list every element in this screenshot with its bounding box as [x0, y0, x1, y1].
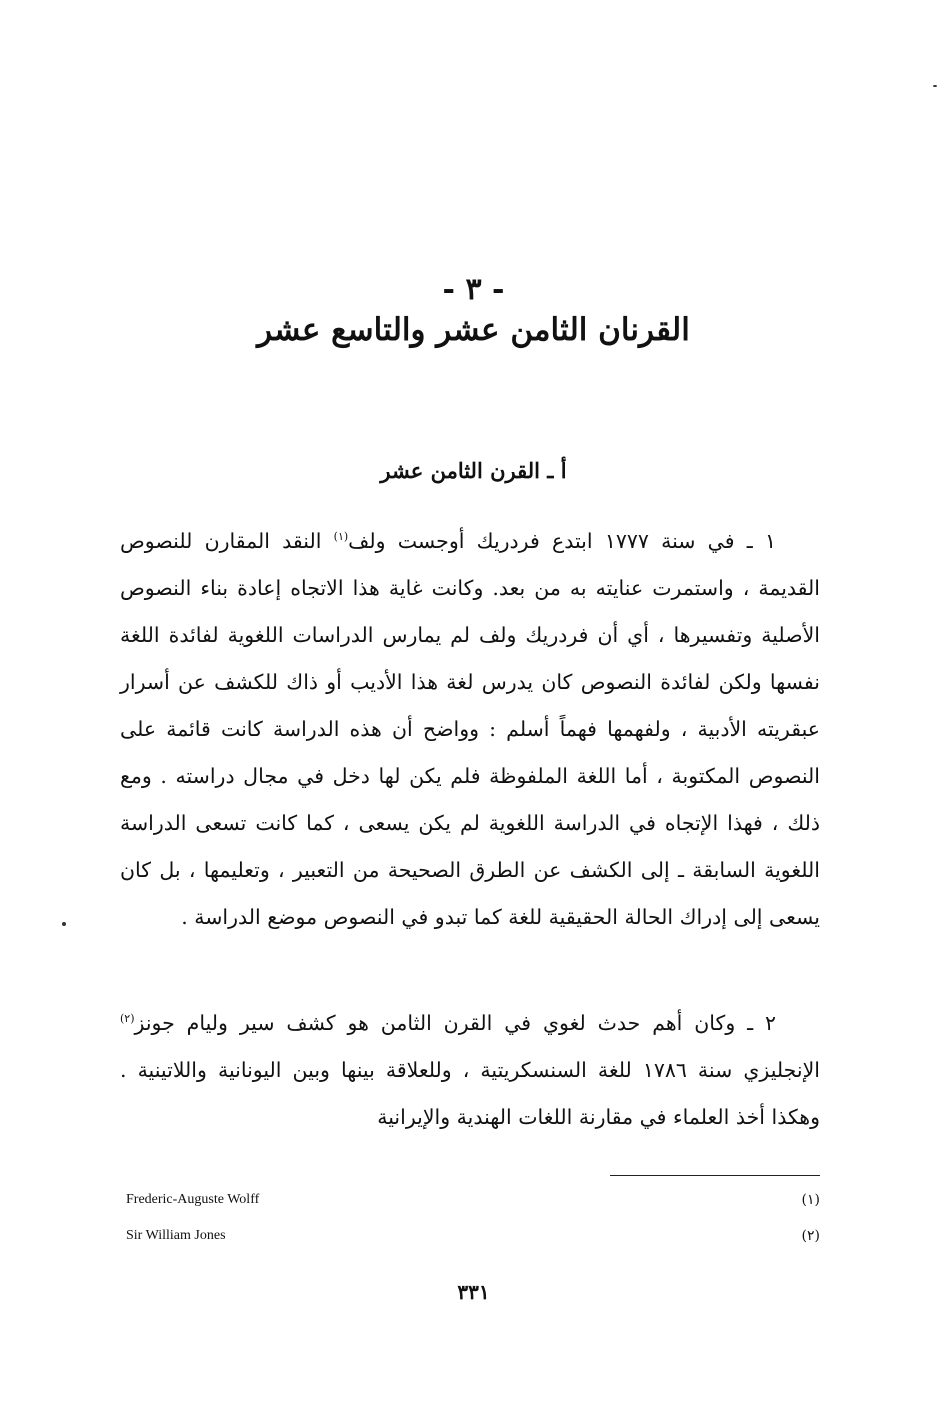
footnote-ref-2: (٢) [120, 1012, 135, 1026]
scan-speck [62, 922, 66, 926]
scan-speck [933, 85, 937, 87]
footnote-1-number: (١) [801, 1192, 820, 1208]
footnote-divider [610, 1175, 820, 1176]
paragraph-2-text [120, 1000, 820, 1141]
paragraph-1-text [120, 518, 820, 941]
chapter-number: - ٣ - [442, 272, 505, 307]
footnote-2 [126, 1228, 820, 1250]
footnote-1-text: Frederic-Auguste Wolff [126, 1192, 260, 1207]
paragraph-1-rest: النقد المقارن للنصوص القديمة ، واستمرت عنايته به من بعد. وكانت غاية هذا الاتجاه إعادة بناء النصوص الأصلية وتفسيرها ، أي أن فردريك ولف لم يمارس الدراسات اللغوية لفائدة اللغة نفسها ولكن لفائدة النصوص كان يدرس لغة هذا الأديب أو ذاك للكشف عن أسرار عبقريته الأدبية ، ولفهمها فهماً أسلم : وواضح أن هذه الدراسة كانت قائمة على النصوص المكتوبة ، أما اللغة الملفوظة فلم يكن لها دخل في مجال دراسته . ومع ذلك ، فهذا الإتجاه في الدراسة اللغوية لم يكن يسعى ، كما كانت تسعى الدراسة اللغوية السابقة ـ إلى الكشف عن الطرق الصحيحة من التعبير ، وتعليمها ، بل كان يسعى إلى إدراك الحالة الحقيقية للغة كما تبدو في النصوص موضع الدراسة . [120, 529, 820, 929]
paragraph-1 [120, 518, 820, 941]
chapter-title: القرنان الثامن عشر والتاسع عشر [257, 312, 690, 348]
page-number: ٣٣١ [457, 1280, 490, 1304]
footnote-2-number: (٢) [801, 1228, 820, 1244]
footnote-ref-1: (١) [333, 530, 349, 544]
paragraph-1-start: ١ ـ في سنة ١٧٧٧ ابتدع فردريك أوجست ولف [348, 529, 776, 553]
paragraph-2 [120, 1000, 820, 1141]
paragraph-2-rest: الإنجليزي سنة ١٧٨٦ للغة السنسكريتية ، وللعلاقة بينها وبين اليونانية واللاتينية . وهكذا أخذ العلماء في مقارنة اللغات الهندية والإيرانية [120, 1058, 820, 1129]
footnote-2-text: Sir William Jones [126, 1228, 226, 1243]
section-title: أ ـ القرن الثامن عشر [380, 458, 567, 483]
footnote-1 [126, 1192, 820, 1214]
paragraph-2-start: ٢ ـ وكان أهم حدث لغوي في القرن الثامن هو كشف سير وليام جونز [134, 1011, 776, 1035]
